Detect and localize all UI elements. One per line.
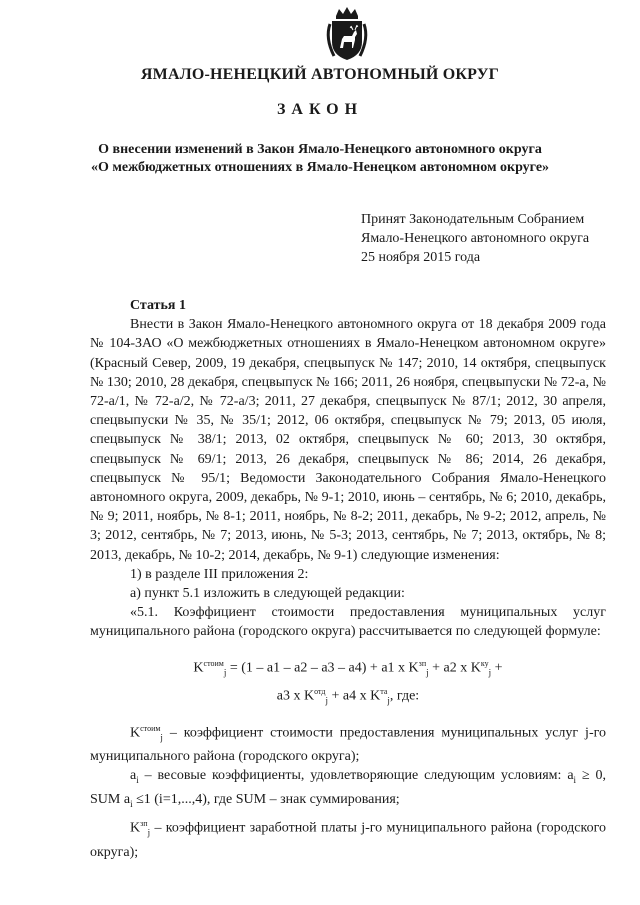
law-body xyxy=(90,296,606,862)
coat-of-arms-emblem xyxy=(322,6,372,62)
law-title: ЗАКОН xyxy=(276,101,364,118)
adoption-date: 25 ноября 2015 года xyxy=(361,250,481,265)
adoption-line-1: Принят Законодательным Собранием xyxy=(361,212,585,227)
definition-k-zp: $K^{зп}_j$ – коэффициент заработной платы j-го муниципального района (городского округа); xyxy=(90,819,606,861)
formula-line-2: a3 x $K^{отд}_j + a4$ x $K^{та}_j$, где: xyxy=(276,687,420,706)
subtitle-line-2: «О межбюджетных отношениях в Ямало-Ненецком автономном округе» xyxy=(90,160,550,175)
cost-coefficient-formula xyxy=(90,654,606,711)
item-1a: а) пункт 5.1 изложить в следующей редакции: xyxy=(130,586,405,602)
definition-k-stoim: $K^{стоим}_j$ – коэффициент стоимости предоставления муниципальных услуг j-го муниципального района (городского округа); xyxy=(90,723,606,765)
formula-line-1: $K^{стоим}_j = (1 - a1 - a2 - a3 - a4) + a1$ x $K^{зп}_j + a2$ x $K^{ку}_j$ + xyxy=(193,658,503,678)
paragraph-5-1: «5.1. Коэффициент стоимости предоставления муниципальных услуг муниципального района (городского округа) рассчитывается по следующей формуле: xyxy=(90,605,606,640)
item-1: 1) в разделе III приложения 2: xyxy=(130,566,309,582)
article-title: Статья 1 xyxy=(130,298,186,313)
article-intro-paragraph: Внести в Закон Ямало-Ненецкого автономного округа от 18 декабря 2009 года № 104-ЗАО «О межбюджетных отношениях в Ямало-Ненецком автономном округе» (Красный Север, 2009, 19 декабря, спецвыпуск № 147; 2010, 14 октября, спецвыпуск № 130; 2010, 28 декабря, спецвыпуск № 166; 2011, 26 ноября, спецвыпуски № 72-а, № 72-а/1, № 72-а/2, № 72-а/3; 2011, 27 декабря, спецвыпуск № 87/1; 2012, 30 апреля, спецвыпуски № 35, № 35/1; 2012, 06 октября, спецвыпуск № 79; 2013, 05 июля, спецвыпуск № 38/1; 2013, 02 октября, спецвыпуск № 60; 2013, 30 октября, спецвыпуск № 69/1; 2013, 26 декабря, спецвыпуск № 86; 2014, 26 декабря, спецвыпуск № 95/1; Ведомости Законодательного Собрания Ямало-Ненецкого автономного округа, 2009, декабрь, № 9-1; 2010, июнь – сентябрь, № 6; 2010, декабрь, № 9; 2011, ноябрь, № 8-1; 2011, ноябрь, № 8-2; 2011, декабрь, № 9-2; 2012, апрель, № 3; 2012, сентябрь, № 7; 2013, июнь, № 5-3; 2013, сентябрь, № 7; 2013, октябрь, № 8; 2013, декабрь, № 10-2; 2014, декабрь, № 9-1) следующие изменения: xyxy=(90,317,606,563)
region-title: ЯМАЛО-НЕНЕЦКИЙ АВТОНОМНЫЙ ОКРУГ xyxy=(140,66,500,83)
definition-weights: $a_i$ – весовые коэффициенты, удовлетворяющие следующим условиям: $a_i \ge 0$, SUM $a_i \le 1$ (i=1,...,4), где SUM – знак суммирования; xyxy=(90,768,607,810)
law-subtitle xyxy=(0,141,640,177)
adoption-note xyxy=(361,210,631,267)
subtitle-line-1: О внесении изменений в Закон Ямало-Ненецкого автономного округа xyxy=(98,142,542,157)
adoption-line-2: Ямало-Ненецкого автономного округа xyxy=(361,231,590,246)
